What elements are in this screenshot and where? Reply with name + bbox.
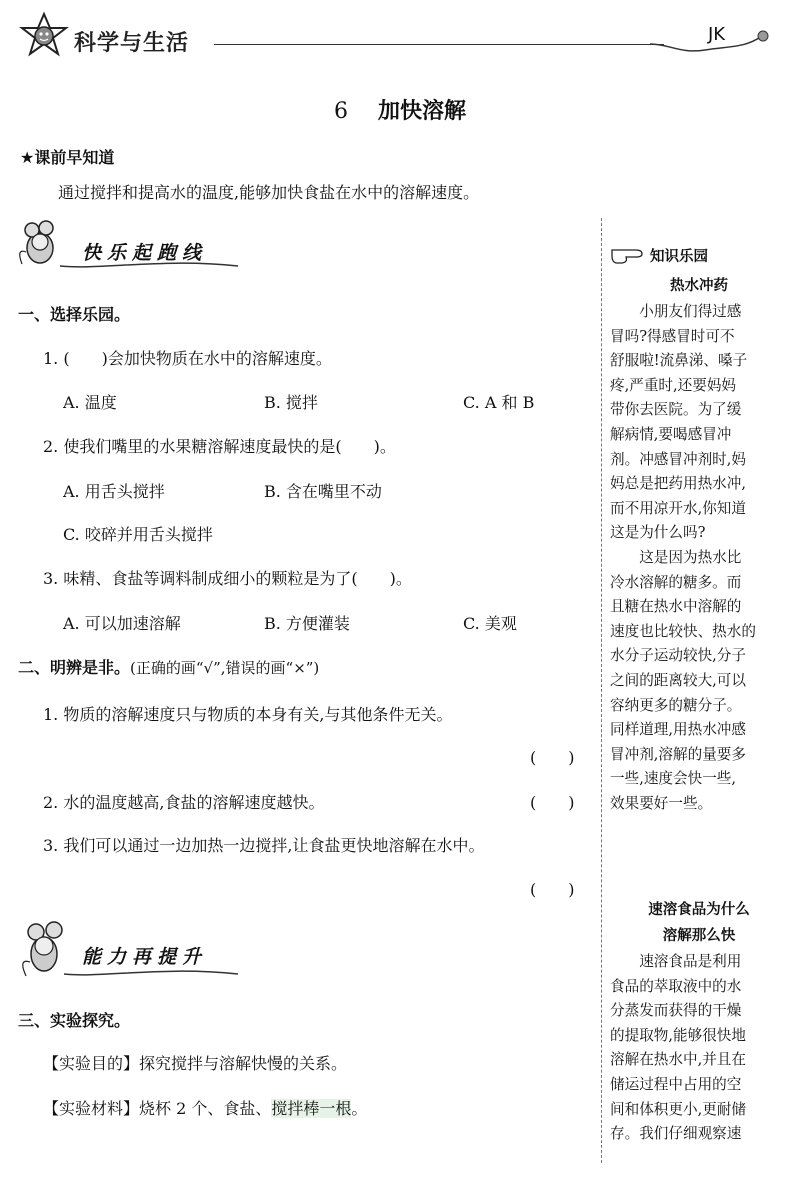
q1-option-c: C. A 和 B xyxy=(463,393,535,412)
experiment-materials: 【实验材料】烧杯 2 个、食盐、搅拌棒一根。 xyxy=(43,1099,368,1118)
q1-option-a: A. 温度 xyxy=(63,393,117,412)
statement-1: 1. 物质的溶解速度只与物质的本身有关,与其他条件无关。 xyxy=(43,705,453,724)
edition-code: JK xyxy=(708,24,726,45)
q3-option-c: C. 美观 xyxy=(463,614,517,633)
header-rule xyxy=(214,44,664,45)
q1-stem: 1. ( )会加快物质在水中的溶解速度。 xyxy=(43,349,332,368)
sidebar-title-instant-food-1: 速溶食品为什么 xyxy=(648,902,750,918)
q3-option-b: B. 方便灌装 xyxy=(264,614,350,633)
lesson-number: 6 xyxy=(333,99,348,124)
column-divider xyxy=(601,218,602,1163)
sidebar-para-3: 速溶食品是利用 食品的萃取液中的水 分蒸发而获得的干燥 的提取物,能够很快地 溶解在热水中,并且在 储运过程中占用的空 间和体积更小,更耐储 存。我们仔细观察速 xyxy=(610,953,746,1143)
q2-stem: 2. 使我们嘴里的水果糖溶解速度最快的是( )。 xyxy=(43,437,396,456)
statement-2: 2. 水的温度越高,食盐的溶解速度越快。 xyxy=(43,793,325,812)
sidebar-section-title: 知识乐园 xyxy=(650,249,708,265)
lesson-title xyxy=(0,94,800,125)
statement-3: 3. 我们可以通过一边加热一边搅拌,让食盐更快地溶解在水中。 xyxy=(43,836,485,855)
lesson-name: 加快溶解 xyxy=(377,98,466,124)
part2-heading-row xyxy=(18,655,319,678)
q3-stem: 3. 味精、食盐等调料制成细小的颗粒是为了( )。 xyxy=(43,569,412,588)
q3-option-a: A. 可以加速溶解 xyxy=(63,614,181,633)
q2-option-c: C. 咬碎并用舌头搅拌 xyxy=(63,525,213,544)
preview-text: 通过搅拌和提高水的温度,能够加快食盐在水中的溶解速度。 xyxy=(58,183,480,202)
banner-quick-start: 快乐起跑线 xyxy=(82,242,208,264)
sidebar-title-hot-water: 热水冲药 xyxy=(670,278,728,294)
part2-instruction: (正确的画“√”,错误的画“×”) xyxy=(130,659,320,677)
part1-heading: 一、选择乐园。 xyxy=(18,305,131,324)
banner-skill-up: 能力再提升 xyxy=(82,946,208,968)
part3-heading: 三、实验探究。 xyxy=(18,1011,131,1030)
pointing-hand-icon xyxy=(610,244,646,266)
q2-option-b: B. 含在嘴里不动 xyxy=(264,482,382,501)
part2-heading: 二、明辨是非。 xyxy=(18,658,131,677)
q2-option-a: A. 用舌头搅拌 xyxy=(63,482,165,501)
experiment-purpose: 【实验目的】探究搅拌与溶解快慢的关系。 xyxy=(43,1054,348,1073)
sidebar-para-1: 小朋友们得过感 冒吗?得感冒时可不 舒服啦!流鼻涕、嗓子 疼,严重时,还要妈妈 带你去医院。为了缓 解病情,要喝感冒冲 剂。冲感冒冲剂时,妈 妈总是把药用热水冲, 而不用凉开水,你知道 这是为什么吗? 这是因为热水比 冷水溶解的糖多。而 且糖在热水中溶解的 速度也比较快、热水的 水分子运动较快,分子 之间的距离较大,可以 容纳更多的糖分子。 同样道理,用热水冲感 冒冲剂,溶解的量要多 一些,速度会快一些, 效果要好一些。 xyxy=(610,303,756,812)
answer-bracket-3[interactable]: ( ) xyxy=(530,880,575,899)
preview-heading: ★课前早知道 xyxy=(20,148,115,167)
sidebar-title-instant-food-2: 溶解那么快 xyxy=(662,928,736,944)
answer-bracket-2[interactable]: ( ) xyxy=(530,793,575,812)
series-title: 科学与生活 xyxy=(74,31,190,56)
answer-bracket-1[interactable]: ( ) xyxy=(530,748,575,767)
q1-option-b: B. 搅拌 xyxy=(264,393,318,412)
mascot-logo-icon xyxy=(18,12,70,58)
